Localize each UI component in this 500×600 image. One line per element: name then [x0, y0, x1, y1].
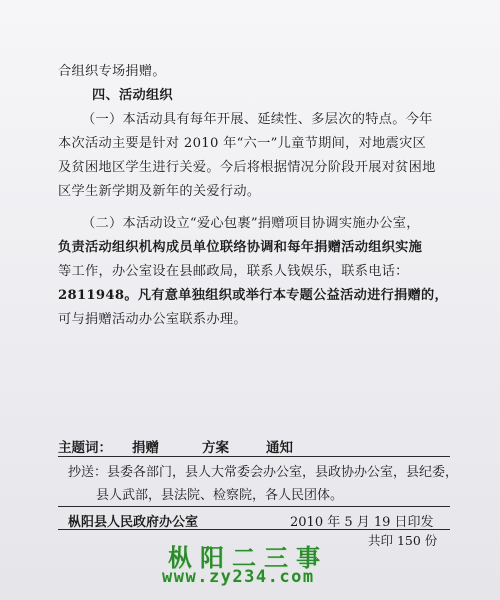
divider-top: [58, 456, 450, 457]
body-line-8: 负责活动组织机构成员单位联络协调和每年捐赠活动组织实施: [58, 240, 423, 255]
subject-keywords-row: [58, 436, 448, 456]
body-line-5: 及贫困地区学生进行关爱。今后将根据情况分阶段开展对贫困地: [58, 160, 436, 175]
body-line-10: 2811948。凡有意单独组织或举行本专题公益活动进行捐赠的，: [58, 288, 449, 303]
body-line-1: 合组织专场捐赠。: [58, 64, 166, 79]
print-copies: 共印 150 份: [368, 533, 438, 548]
divider-middle: [58, 506, 450, 507]
subject-label: 主题词：: [58, 440, 112, 456]
watermark-url: www.zy234.com: [162, 567, 315, 587]
subject-keyword-2: 方案: [202, 440, 229, 456]
issue-date: 2010 年 5 月 19 日印发: [290, 515, 434, 530]
issuing-office: 枞阳县人民政府办公室: [68, 515, 199, 530]
cc-line-1: 抄送：县委各部门，县人大常委会办公室，县政协办公室，县纪委，: [68, 465, 459, 480]
body-line-9: 等工作，办公室设在县邮政局，联系人钱娱乐，联系电话：: [58, 264, 409, 279]
body-line-6: 区学生新学期及新年的关爱行动。: [58, 184, 261, 199]
body-line-3: （一）本活动具有每年开展、延续性、多层次的特点。今年: [82, 112, 433, 127]
subject-keyword-3: 通知: [266, 440, 293, 456]
body-line-7: （二）本活动设立“爱心包裹”捐赠项目协调实施办公室，: [82, 216, 420, 231]
watermark-title: 枞阳二三事: [168, 543, 328, 572]
divider-bottom: [58, 529, 450, 530]
subject-keyword-1: 捐赠: [132, 440, 159, 456]
body-line-11: 可与捐赠活动办公室联系办理。: [58, 312, 247, 327]
cc-line-2: 县人武部，县法院、检察院，各人民团体。: [96, 488, 344, 503]
body-line-4: 本次活动主要是针对 2010 年“六一”儿童节期间，对地震灾区: [58, 136, 427, 151]
section-heading: 四、活动组织: [92, 88, 173, 103]
